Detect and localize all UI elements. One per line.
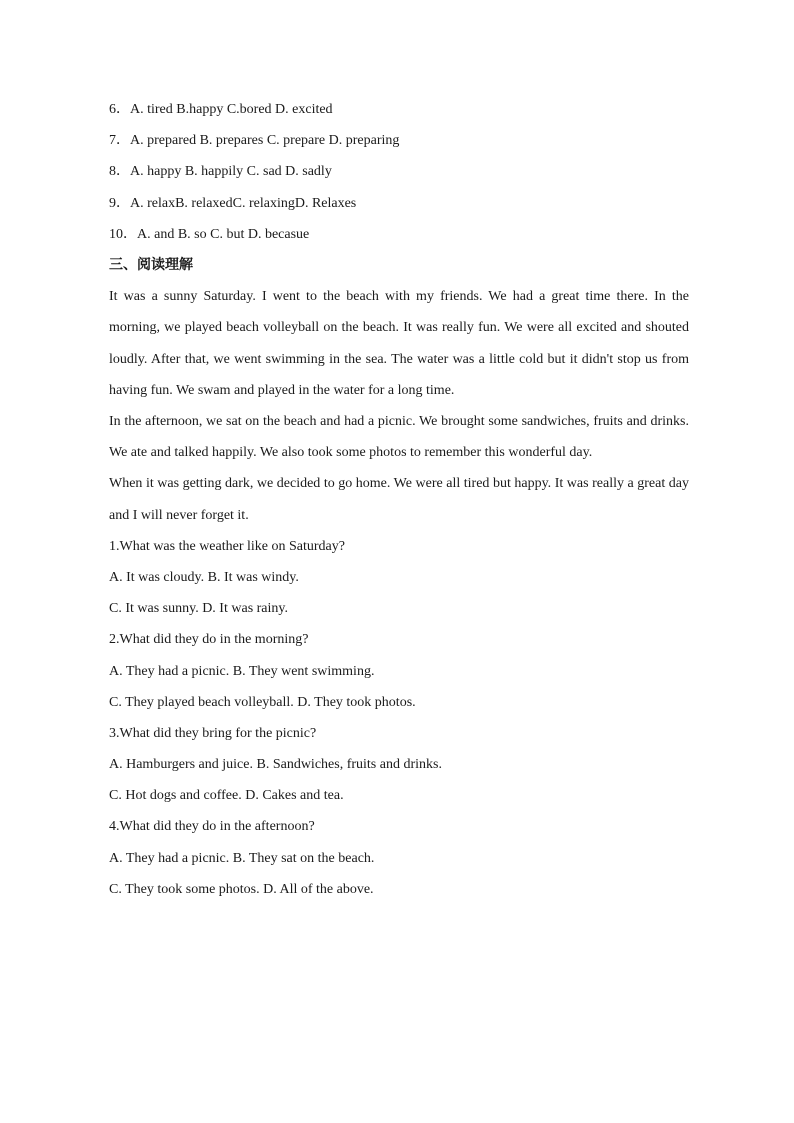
question-options-row: C. They played beach volleyball. D. They took photos. — [109, 694, 416, 710]
question-options-row: A. It was cloudy. B. It was windy. — [109, 569, 299, 585]
question-options-row: A. They had a picnic. B. They sat on the beach. — [109, 850, 375, 866]
question-options-row: A. Hamburgers and juice. B. Sandwiches, fruits and drinks. — [109, 757, 442, 773]
question-options-row: A. They had a picnic. B. They went swimming. — [109, 663, 375, 679]
passage-paragraph-3: When it was getting dark, we decided to go home. We were all tired but happy. It was really a great day and I will never forget it. — [109, 476, 689, 523]
choice-item-8: 8．A. happy B. happily C. sad D. sadly — [109, 164, 332, 180]
page-content — [109, 94, 689, 905]
question-block-2 — [109, 624, 689, 718]
question-block-3 — [109, 718, 689, 812]
choice-list — [109, 94, 689, 250]
choice-item-9: 9．A. relaxB. relaxedC. relaxingD. Relaxes — [109, 195, 357, 211]
choice-item-6: 6．A. tired B.happy C.bored D. excited — [109, 102, 333, 117]
question-block-4 — [109, 811, 689, 905]
question-block-1 — [109, 531, 689, 625]
passage-paragraph-2: In the afternoon, we sat on the beach and had a picnic. We brought some sandwiches, fruits and drinks. We ate and talked happily. We also took some photos to remember this wonderful day. — [109, 413, 689, 461]
question-stem: 1.What was the weather like on Saturday? — [109, 538, 345, 554]
reading-passage — [109, 281, 689, 531]
question-stem: 3.What did they bring for the picnic? — [109, 725, 317, 741]
choice-item-10: 10．A. and B. so C. but D. becasue — [109, 226, 310, 242]
passage-paragraph-1: It was a sunny Saturday. I went to the beach with my friends. We had a great time there. In the morning, we played beach volleyball on the beach. It was really fun. We were all excited and shouted loudly. After that, we went swimming in the sea. The water was a little cold but it didn't stop us from having fun. We swam and played in the water for a long time. — [109, 289, 689, 398]
question-stem: 4.What did they do in the afternoon? — [109, 819, 315, 835]
question-options-row: C. They took some photos. D. All of the above. — [109, 881, 374, 897]
section-title: 三、阅读理解 — [109, 256, 193, 273]
question-options-row: C. It was sunny. D. It was rainy. — [109, 601, 288, 617]
question-stem: 2.What did they do in the morning? — [109, 632, 309, 648]
question-options-row: C. Hot dogs and coffee. D. Cakes and tea. — [109, 788, 344, 804]
choice-item-7: 7．A. prepared B. prepares C. prepare D. preparing — [109, 133, 400, 149]
